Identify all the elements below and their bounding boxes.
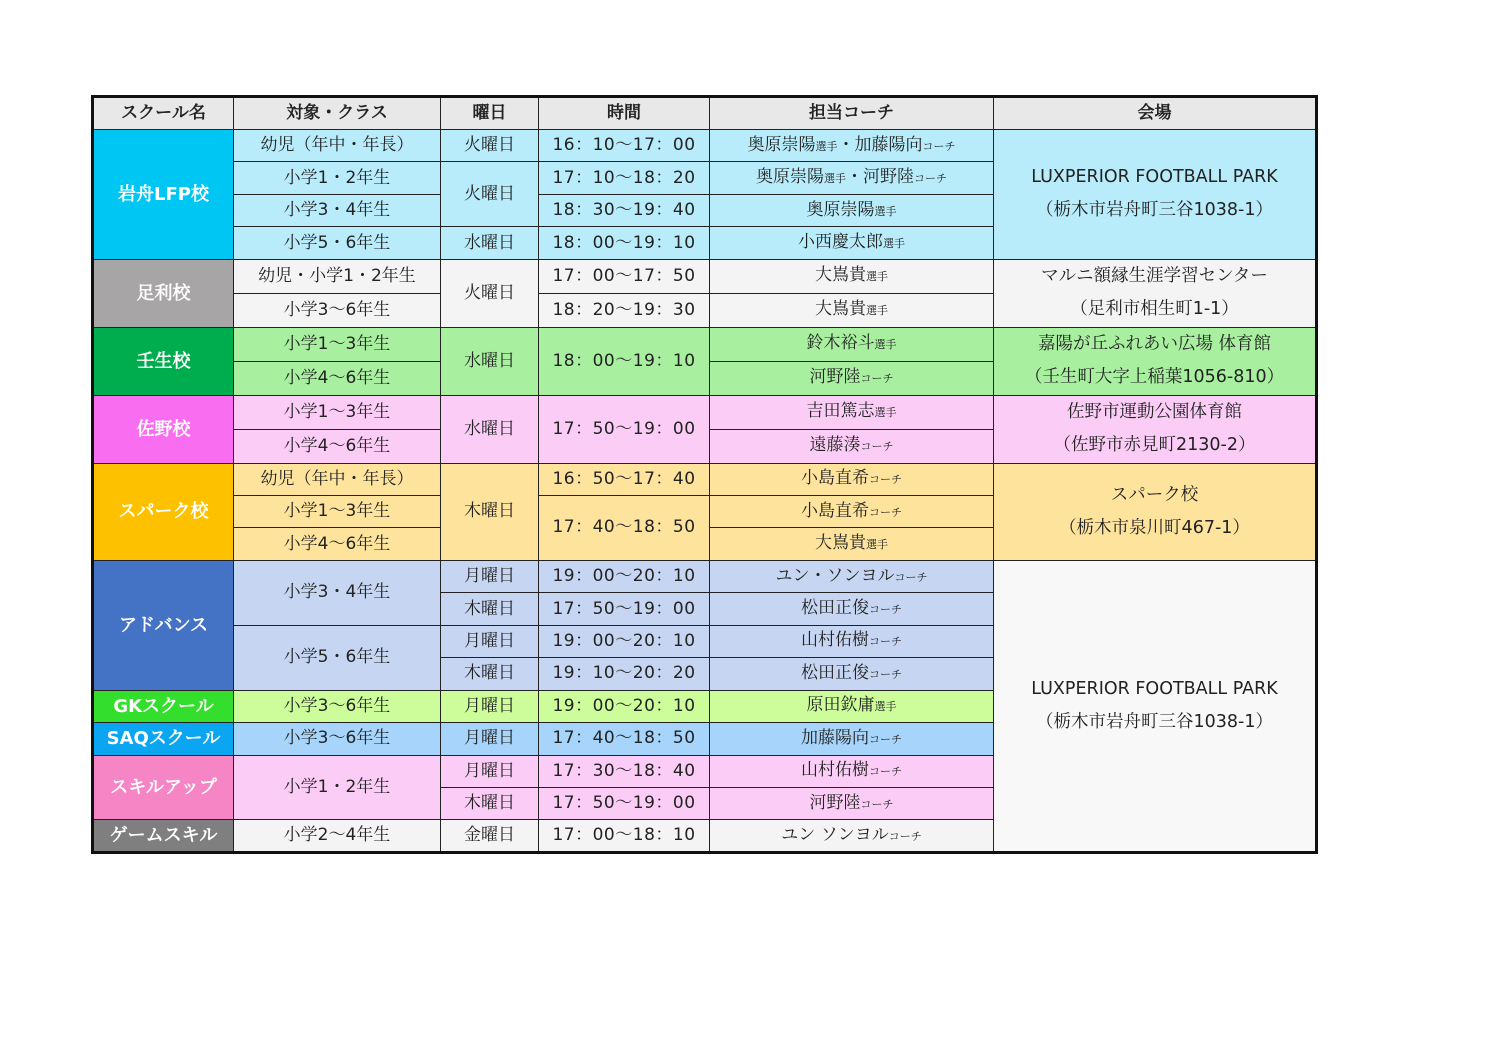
time-cell: 19：10～20：20 xyxy=(539,658,710,690)
coach-separator: ・ xyxy=(846,167,863,188)
coach-role: コーチ xyxy=(888,829,922,843)
time-cell: 18：30～19：40 xyxy=(539,194,710,226)
coach-name: 原田欽庸 xyxy=(806,695,875,716)
coach-role: コーチ xyxy=(869,732,902,746)
class-cell: 小学3～6年生 xyxy=(234,293,441,327)
day-cell: 木曜日 xyxy=(441,593,539,625)
coach-name: 大嶌貴 xyxy=(815,265,866,286)
time-cell: 19：00～20：10 xyxy=(539,690,710,722)
header-day: 曜日 xyxy=(441,97,539,130)
venue-address: （栃木市泉川町467-1） xyxy=(1059,517,1250,538)
day-cell: 月曜日 xyxy=(441,625,539,657)
coach-cell xyxy=(710,593,994,625)
coach-cell xyxy=(710,130,994,162)
coach-role: コーチ xyxy=(869,603,902,617)
day-cell: 水曜日 xyxy=(441,227,539,259)
header-time: 時間 xyxy=(539,97,710,130)
coach-name: 山村佑樹 xyxy=(801,630,869,651)
header-venue: 会場 xyxy=(994,97,1317,130)
venue-address: （栃木市岩舟町三谷1038-1） xyxy=(1036,200,1273,221)
coach-role: コーチ xyxy=(860,797,894,811)
coach-cell xyxy=(710,496,994,528)
coach-cell xyxy=(710,327,994,361)
coach-cell xyxy=(710,293,994,327)
schedule-table xyxy=(91,95,1318,854)
coach-cell xyxy=(710,162,994,194)
coach-cell xyxy=(710,658,994,690)
coach-name: 奥原崇陽 xyxy=(756,167,824,188)
class-cell: 小学2～4年生 xyxy=(234,820,441,853)
venue-address: （栃木市岩舟町三谷1038-1） xyxy=(1036,711,1273,732)
coach-name: 吉田篤志 xyxy=(806,401,875,422)
class-cell: 小学4～6年生 xyxy=(234,429,441,463)
coach-name: 小島直希 xyxy=(801,500,869,521)
venue-address: （佐野市赤見町2130-2） xyxy=(1053,435,1256,456)
venue-cell xyxy=(994,259,1317,327)
coach-role: コーチ xyxy=(922,139,956,153)
coach-cell xyxy=(710,690,994,722)
school-name: 佐野校 xyxy=(93,395,234,463)
header-school: スクール名 xyxy=(93,97,234,130)
class-cell: 小学3・4年生 xyxy=(234,194,441,226)
school-name: GKスクール xyxy=(93,690,234,722)
coach-name: 河野陸 xyxy=(809,792,861,813)
day-cell: 月曜日 xyxy=(441,690,539,722)
coach-cell xyxy=(710,787,994,819)
coach-name: 松田正俊 xyxy=(801,662,869,683)
coach-name: 山村佑樹 xyxy=(801,760,869,781)
time-cell: 17：00～17：50 xyxy=(539,259,710,293)
table-row xyxy=(93,327,1317,361)
coach-cell xyxy=(710,463,994,495)
table-row xyxy=(93,259,1317,293)
coach-role: 選手 xyxy=(883,237,905,251)
coach-cell xyxy=(710,528,994,560)
coach-cell xyxy=(710,755,994,787)
school-name: スキルアップ xyxy=(93,755,234,820)
coach-cell xyxy=(710,194,994,226)
venue-name: LUXPERIOR FOOTBALL PARK xyxy=(1031,167,1278,188)
school-name: アドバンス xyxy=(93,560,234,690)
venue-name: マルニ額縁生涯学習センター xyxy=(1041,266,1268,287)
table-row xyxy=(93,463,1317,495)
table-row xyxy=(93,395,1317,429)
class-cell: 小学1～3年生 xyxy=(234,496,441,528)
coach-role: コーチ xyxy=(869,505,902,519)
time-cell: 16：10～17：00 xyxy=(539,130,710,162)
coach-name: ユン・ソンヨル xyxy=(775,565,895,586)
school-name: 岩舟LFP校 xyxy=(93,130,234,260)
time-cell: 17：40～18：50 xyxy=(539,496,710,561)
school-name: SAQスクール xyxy=(93,723,234,755)
time-cell: 18：20～19：30 xyxy=(539,293,710,327)
coach-role: コーチ xyxy=(869,765,902,779)
day-cell: 火曜日 xyxy=(441,259,539,327)
coach-cell xyxy=(710,395,994,429)
coach-name: 河野陸 xyxy=(863,167,914,188)
school-name: ゲームスキル xyxy=(93,820,234,853)
coach-cell xyxy=(710,625,994,657)
coach-name: 大嶌貴 xyxy=(815,299,866,320)
class-cell: 幼児・小学1・2年生 xyxy=(234,259,441,293)
time-cell: 17：50～19：00 xyxy=(539,593,710,625)
coach-role: 選手 xyxy=(874,338,897,352)
header-row xyxy=(93,97,1317,130)
coach-cell xyxy=(710,429,994,463)
coach-role: 選手 xyxy=(866,270,888,284)
venue-address: （壬生町大字上稲葉1056-810） xyxy=(1024,367,1285,388)
class-cell: 小学3・4年生 xyxy=(234,560,441,625)
time-cell: 19：00～20：10 xyxy=(539,625,710,657)
coach-cell xyxy=(710,227,994,259)
day-cell: 金曜日 xyxy=(441,820,539,853)
coach-role: 選手 xyxy=(815,139,838,153)
coach-role: 選手 xyxy=(866,304,888,318)
venue-cell xyxy=(994,463,1317,560)
coach-role: コーチ xyxy=(860,372,894,386)
coach-role: コーチ xyxy=(894,570,928,584)
class-cell: 小学4～6年生 xyxy=(234,528,441,560)
school-name: スパーク校 xyxy=(93,463,234,560)
coach-name: 松田正俊 xyxy=(801,598,869,619)
coach-name: 小島直希 xyxy=(801,468,869,489)
coach-role: コーチ xyxy=(869,473,902,487)
coach-role: コーチ xyxy=(860,440,894,454)
coach-name: 加藤陽向 xyxy=(801,727,869,748)
day-cell: 木曜日 xyxy=(441,658,539,690)
coach-name: 遠藤湊 xyxy=(809,435,861,456)
coach-separator: ・ xyxy=(837,134,855,155)
coach-name: 大嶌貴 xyxy=(815,533,866,554)
day-cell: 月曜日 xyxy=(441,755,539,787)
coach-role: 選手 xyxy=(874,700,897,714)
time-cell: 17：40～18：50 xyxy=(539,723,710,755)
venue-name: 嘉陽が丘ふれあい広場 体育館 xyxy=(1037,334,1272,355)
time-cell: 18：00～19：10 xyxy=(539,327,710,395)
class-cell: 小学3～6年生 xyxy=(234,723,441,755)
venue-name: スパーク校 xyxy=(1110,484,1199,505)
venue-cell xyxy=(994,327,1317,395)
school-name: 足利校 xyxy=(93,259,234,327)
time-cell: 17：30～18：40 xyxy=(539,755,710,787)
day-cell: 月曜日 xyxy=(441,560,539,592)
class-cell: 小学1・2年生 xyxy=(234,755,441,820)
class-cell: 小学5・6年生 xyxy=(234,227,441,259)
header-coach: 担当コーチ xyxy=(710,97,994,130)
day-cell: 木曜日 xyxy=(441,463,539,560)
coach-role: 選手 xyxy=(866,538,888,552)
coach-name: ユン ソンヨル xyxy=(781,824,889,845)
day-cell: 木曜日 xyxy=(441,787,539,819)
coach-name: 鈴木裕斗 xyxy=(806,333,875,354)
coach-role: コーチ xyxy=(869,635,902,649)
coach-cell xyxy=(710,723,994,755)
coach-role: コーチ xyxy=(914,172,947,186)
coach-role: コーチ xyxy=(869,667,902,681)
coach-role: 選手 xyxy=(874,406,897,420)
day-cell: 水曜日 xyxy=(441,327,539,395)
header-class: 対象・クラス xyxy=(234,97,441,130)
time-cell: 18：00～19：10 xyxy=(539,227,710,259)
time-cell: 19：00～20：10 xyxy=(539,560,710,592)
venue-cell xyxy=(994,130,1317,260)
venue-cell xyxy=(994,560,1317,852)
time-cell: 17：10～18：20 xyxy=(539,162,710,194)
venue-name: LUXPERIOR FOOTBALL PARK xyxy=(1031,678,1278,699)
coach-name: 河野陸 xyxy=(809,367,861,388)
coach-name: 奥原崇陽 xyxy=(747,134,816,155)
coach-cell xyxy=(710,560,994,592)
class-cell: 小学1・2年生 xyxy=(234,162,441,194)
day-cell: 水曜日 xyxy=(441,395,539,463)
table-row xyxy=(93,560,1317,592)
class-cell: 小学4～6年生 xyxy=(234,361,441,395)
table-row xyxy=(93,130,1317,162)
class-cell: 幼児（年中・年長） xyxy=(234,130,441,162)
time-cell: 17：50～19：00 xyxy=(539,395,710,463)
coach-role: 選手 xyxy=(824,172,846,186)
class-cell: 小学1～3年生 xyxy=(234,327,441,361)
day-cell: 火曜日 xyxy=(441,130,539,162)
coach-name: 小西慶太郎 xyxy=(798,232,883,253)
venue-address: （足利市相生町1-1） xyxy=(1070,299,1239,320)
day-cell: 火曜日 xyxy=(441,162,539,227)
class-cell: 小学5・6年生 xyxy=(234,625,441,690)
coach-role: 選手 xyxy=(874,204,897,218)
time-cell: 17：00～18：10 xyxy=(539,820,710,853)
coach-cell xyxy=(710,361,994,395)
time-cell: 16：50～17：40 xyxy=(539,463,710,495)
coach-cell xyxy=(710,820,994,853)
class-cell: 幼児（年中・年長） xyxy=(234,463,441,495)
class-cell: 小学3～6年生 xyxy=(234,690,441,722)
coach-cell xyxy=(710,259,994,293)
day-cell: 月曜日 xyxy=(441,723,539,755)
coach-name: 奥原崇陽 xyxy=(806,199,875,220)
class-cell: 小学1～3年生 xyxy=(234,395,441,429)
venue-cell xyxy=(994,395,1317,463)
school-name: 壬生校 xyxy=(93,327,234,395)
venue-name: 佐野市運動公園体育館 xyxy=(1067,402,1242,423)
time-cell: 17：50～19：00 xyxy=(539,787,710,819)
coach-name: 加藤陽向 xyxy=(854,134,923,155)
